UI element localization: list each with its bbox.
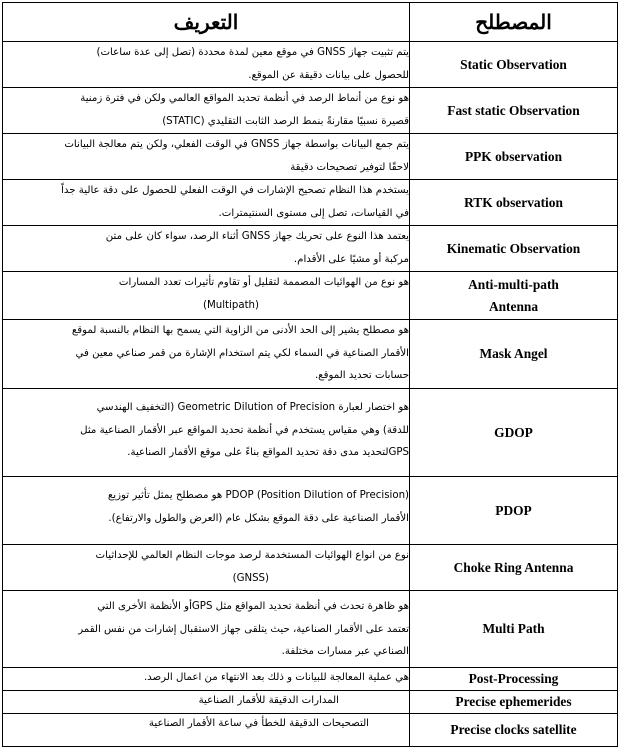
table-row [3,389,618,477]
definition-cell [3,180,410,226]
definition-cell [3,545,410,591]
term-cell: Precise ephemerides [410,691,618,714]
definition-line: هو نوع من أنماط الرصد في أنظمة تحديد المواقع العالمي ولكن في فترة زمنية [80,93,409,104]
definition-line: GPSلتحديد مدى دقة تحديد المواقع بناءً على موقع الأقمار الصناعية. [127,447,409,458]
definition-cell [3,477,410,545]
table-row [3,180,618,226]
term-line: Antenna [488,298,539,314]
table-row [3,88,618,134]
term-cell: Precise clocks satellite [410,714,618,747]
definition-line: PDOP (Position Dilution of Precision) هو مصطلح يمثل تأثير توزيع [107,490,409,501]
definition-cell [3,714,410,747]
term-cell: Fast static Observation [410,88,618,134]
definition-cell [3,134,410,180]
term-cell: PPK observation [410,134,618,180]
term-cell: Post-Processing [410,668,618,691]
table-row [3,591,618,668]
definition-line: الأقمار الصناعية في السماء لكي يتم استخدام الإشارة من قمر صناعي معين في [75,347,409,359]
definition-cell [3,591,410,668]
term-line: Anti-multi-path [468,276,559,292]
definition-cell [3,320,410,389]
definition-cell [3,389,410,477]
definition-line: حسابات تحديد الموقع. [314,370,409,381]
term-cell: Static Observation [410,42,618,88]
term-cell: GDOP [410,389,618,477]
definition-cell [3,668,410,691]
table-row [3,134,618,180]
table-header-row [3,3,618,42]
glossary-page [2,2,617,745]
table-row [3,272,618,320]
definition-cell [3,88,410,134]
definition-line: التصحيحات الدقيقة للخطأ في ساعة الأقمار الصناعية [148,718,369,729]
table-row [3,42,618,88]
definition-line: تعتمد على الأقمار الصناعية، حيث يتلقى جهاز الاستقبال إشارات من نفس القمر [78,623,409,635]
table-row [3,714,618,747]
term-cell: Multi Path [410,591,618,668]
definition-cell [3,226,410,272]
term-cell: Mask Angel [410,320,618,389]
definition-line: يتم تثبيت جهاز GNSS في موقع معين لمدة محددة (تصل إلى عدة ساعات) [96,47,409,58]
term-cell: PDOP [410,477,618,545]
definition-line: للحصول على بيانات دقيقة عن الموقع. [248,69,409,81]
definition-line: هو نوع من الهوائيات المصممة لتقليل أو تقاوم تأثيرات تعدد المسارات [118,277,409,288]
definition-line: الصناعي عبر مسارات مختلفة. [281,646,409,657]
definition-line: لاحقًا لتوفير تصحيحات دقيقة [290,161,409,173]
definition-line: نوع من انواع الهوائيات المستخدمة لرصد موجات النظام العالمي للإحداثيات [95,550,409,561]
definition-line: هو مصطلح يشير إلى الحد الأدنى من الزاوية التي يسمح بها النظام بالنسبة لموقع [71,325,409,336]
glossary-table [2,2,618,747]
table-row [3,691,618,714]
term-header: المصطلح [410,3,618,42]
definition-cell [3,691,410,714]
definition-cell [3,272,410,320]
definition-line: المدارات الدقيقة للأقمار الصناعية [198,695,339,706]
definition-line: (GNSS) [232,572,269,584]
definition-line: قصيرة نسبيًا مقارنةً بنمط الرصد الثابت التقليدي (STATIC) [162,115,409,127]
table-row [3,668,618,691]
definition-line: يتم جمع البيانات بواسطة جهاز GNSS في الوقت الفعلي، ولكن يتم معالجة البيانات [64,139,409,150]
table-row [3,320,618,389]
definition-header: التعريف [3,3,410,42]
definition-line: يستخدم هذا النظام تصحيح الإشارات في الوقت الفعلي للحصول على دقة عالية جداً [61,185,409,196]
term-cell [410,272,618,320]
definition-line: هو اختصار لعبارة Geometric Dilution of Precision (التخفيف الهندسي [96,402,409,413]
definition-cell [3,42,410,88]
term-cell: Kinematic Observation [410,226,618,272]
table-row [3,477,618,545]
definition-line: (Multipath) [202,299,259,311]
term-cell: RTK observation [410,180,618,226]
term-cell: Choke Ring Antenna [410,545,618,591]
definition-line: يعتمد هذا النوع على تحريك جهاز GNSS أثناء الرصد، سواء كان على متن [105,231,409,242]
definition-line: مركبة أو مشيًا على الأقدام. [293,253,409,265]
definition-line: الأقمار الصناعية على دقة الموقع بشكل عام (العرض والطول والارتفاع). [108,512,409,524]
definition-line: هي عملية المعالجة للبيانات و ذلك بعد الانتهاء من اعمال الرصد. [143,672,409,683]
table-row [3,545,618,591]
table-row [3,226,618,272]
definition-line: للدقة) وهي مقياس يستخدم في أنظمة تحديد المواقع عبر الأقمار الصناعية مثل [80,424,409,436]
definition-line: في القياسات، تصل إلى مستوى السنتيمترات. [218,207,409,219]
definition-line: هو ظاهرة تحدث في أنظمة تحديد المواقع مثل GPSأو الأنظمة الأخرى التي [97,601,409,612]
